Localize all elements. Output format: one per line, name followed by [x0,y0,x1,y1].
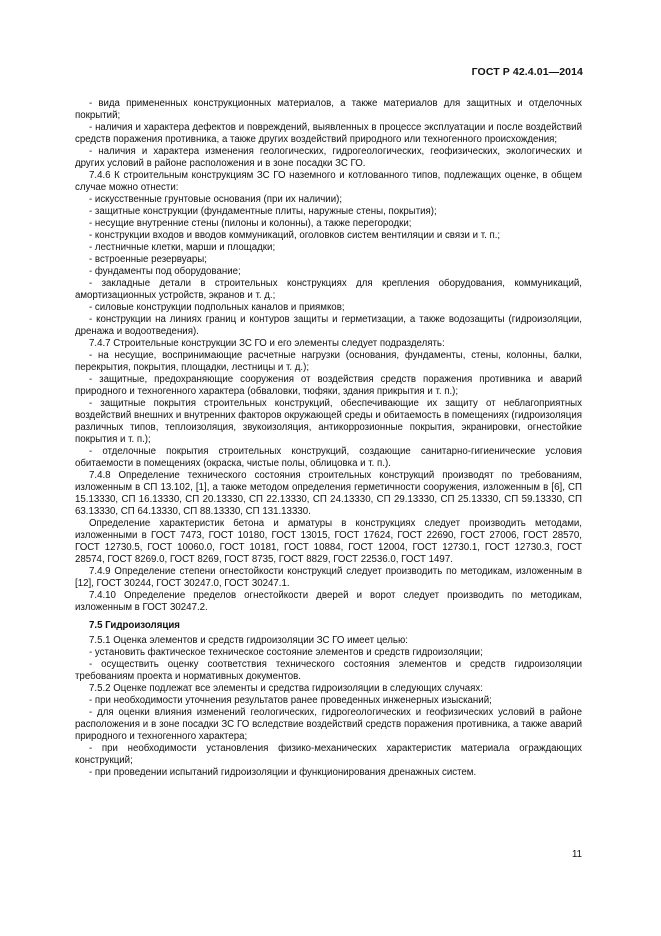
list-item: - при проведении испытаний гидроизоляции и функционирования дренажных систем. [89,767,477,778]
page-number: 11 [571,849,582,860]
list-item: - осуществить оценку соответствия технического состояния элементов и средств гидроизоляции требованиям проекта и нормативных документов. [75,659,582,682]
paragraph: - вида примененных конструкционных материалов, а также материалов для защитных и отделочных покрытий; [75,98,582,121]
paragraph: Определение характеристик бетона и арматуры в конструкциях следует производить методами, изложенными в ГОСТ 7473, ГОСТ 10180, ГОСТ 13015, ГОСТ 17624, ГОСТ 22690, ГОСТ 27006, ГОСТ 28570, ГОСТ 12730.5, ГОСТ 10060.0, ГОСТ 10181, ГОСТ 10884, ГОСТ 12004, ГОСТ 12730.1, ГОСТ 12730.3, ГОСТ 28574, ГОСТ 8269.0, ГОСТ 8269, ГОСТ 8735, ГОСТ 8829, ГОСТ 22536.0, ГОСТ 1497. [75,518,582,565]
clause-7-5-2: 7.5.2 Оценке подлежат все элементы и средства гидроизоляции в следующих случаях: [89,683,483,694]
clause-7-4-6: 7.4.6 К строительным конструкциям ЗС ГО наземного и котлованного типов, подлежащих оценке, в общем случае можно отнести: [75,170,582,193]
paragraph: - наличия и характера дефектов и повреждений, выявленных в процессе эксплуатации и после воздействий средств поражения противника, а также других воздействий природного или техногенного происхождения; [75,122,582,145]
document-body [75,98,582,779]
list-item: - конструкции входов и вводов коммуникаций, оголовков систем вентиляции и связи и т. п.; [89,230,501,241]
list-item: - защитные покрытия строительных конструкций, обеспечивающие их защиту от неблагоприятных воздействий внешних и внутренних факторов окружающей среды и обитаемость в помещениях (гидроизоляция различных типов, теплоизоляция, звукоизоляция, антикоррозионные покрытия, экранировки, огнестойкие покрытия и т. п.); [75,398,582,445]
paragraph: - наличия и характера изменения геологических, гидрогеологических, геофизических, экологических и других условий в районе расположения и в зоне посадки ЗС ГО. [75,146,582,169]
section-heading-7-5: 7.5 Гидроизоляция [89,620,180,631]
list-item: - на несущие, воспринимающие расчетные нагрузки (основания, фундаменты, стены, колонны, балки, перекрытия, покрытия, площадки, лестницы и т. д.); [75,350,582,373]
list-item: - для оценки влияния изменений геологических, гидрогеологических и геофизических условий в районе расположения и в зоне посадки ЗС ГО вследствие воздействий средств поражения противника, а также аварий природного и техногенного характера; [75,707,582,742]
clause-7-4-7: 7.4.7 Строительные конструкции ЗС ГО и его элементы следует подразделять: [89,338,445,349]
document-code: ГОСТ Р 42.4.01—2014 [471,66,583,78]
clause-7-5-1: 7.5.1 Оценка элементов и средств гидроизоляции ЗС ГО имеет целью: [89,635,408,646]
list-item: - фундаменты под оборудование; [89,266,241,277]
clause-7-4-10: 7.4.10 Определение пределов огнестойкости дверей и ворот следует производить по методикам, изложенным в ГОСТ 30247.2. [75,590,582,613]
list-item: - при необходимости установления физико-механических характеристик материала ограждающих конструкций; [75,743,582,766]
list-item: - при необходимости уточнения результатов ранее проведенных инженерных изысканий; [89,695,492,706]
list-item: - искусственные грунтовые основания (при их наличии); [89,194,343,205]
list-item: - защитные, предохраняющие сооружения от воздействия средств поражения противника и аварий природного и техногенного характера (обваловки, тюфяки, здания прикрытия и т. п.); [75,374,582,397]
list-item: - защитные конструкции (фундаментные плиты, наружные стены, покрытия); [89,206,437,217]
list-item: - отделочные покрытия строительных конструкций, создающие санитарно-гигиенические условия обитаемости в помещениях (окраска, чистые полы, облицовка и т. п.). [75,446,582,469]
clause-7-4-8: 7.4.8 Определение технического состояния строительных конструкций производят по требованиям, изложенным в СП 13.102, [1], а также методом определения герметичности сооружения, изложенным в [6], СП 15.13330, СП 16.13330, СП 20.13330, СП 22.13330, СП 24.13330, СП 29.13330, СП 25.13330, СП 59.13330, СП 63.13330, СП 64.13330, СП 88.13330, СП 131.13330. [75,470,582,517]
list-item: - установить фактическое техническое состояние элементов и средств гидроизоляции; [89,647,483,658]
list-item: - несущие внутренние стены (пилоны и колонны), а также перегородки; [89,218,412,229]
list-item: - встроенные резервуары; [89,254,207,265]
clause-7-4-9: 7.4.9 Определение степени огнестойкости конструкций следует производить по методикам, изложенным в [12], ГОСТ 30244, ГОСТ 30247.0, ГОСТ 30247.1. [75,566,582,589]
list-item: - силовые конструкции подпольных каналов и приямков; [89,302,345,313]
list-item: - лестничные клетки, марши и площадки; [89,242,276,253]
list-item: - конструкции на линиях границ и контуров защиты и герметизации, а также водозащиты (гидроизоляции, дренажа и водоотведения). [75,314,582,337]
list-item: - закладные детали в строительных конструкциях для крепления оборудования, коммуникаций, амортизационных устройств, экранов и т. д.; [75,278,582,301]
